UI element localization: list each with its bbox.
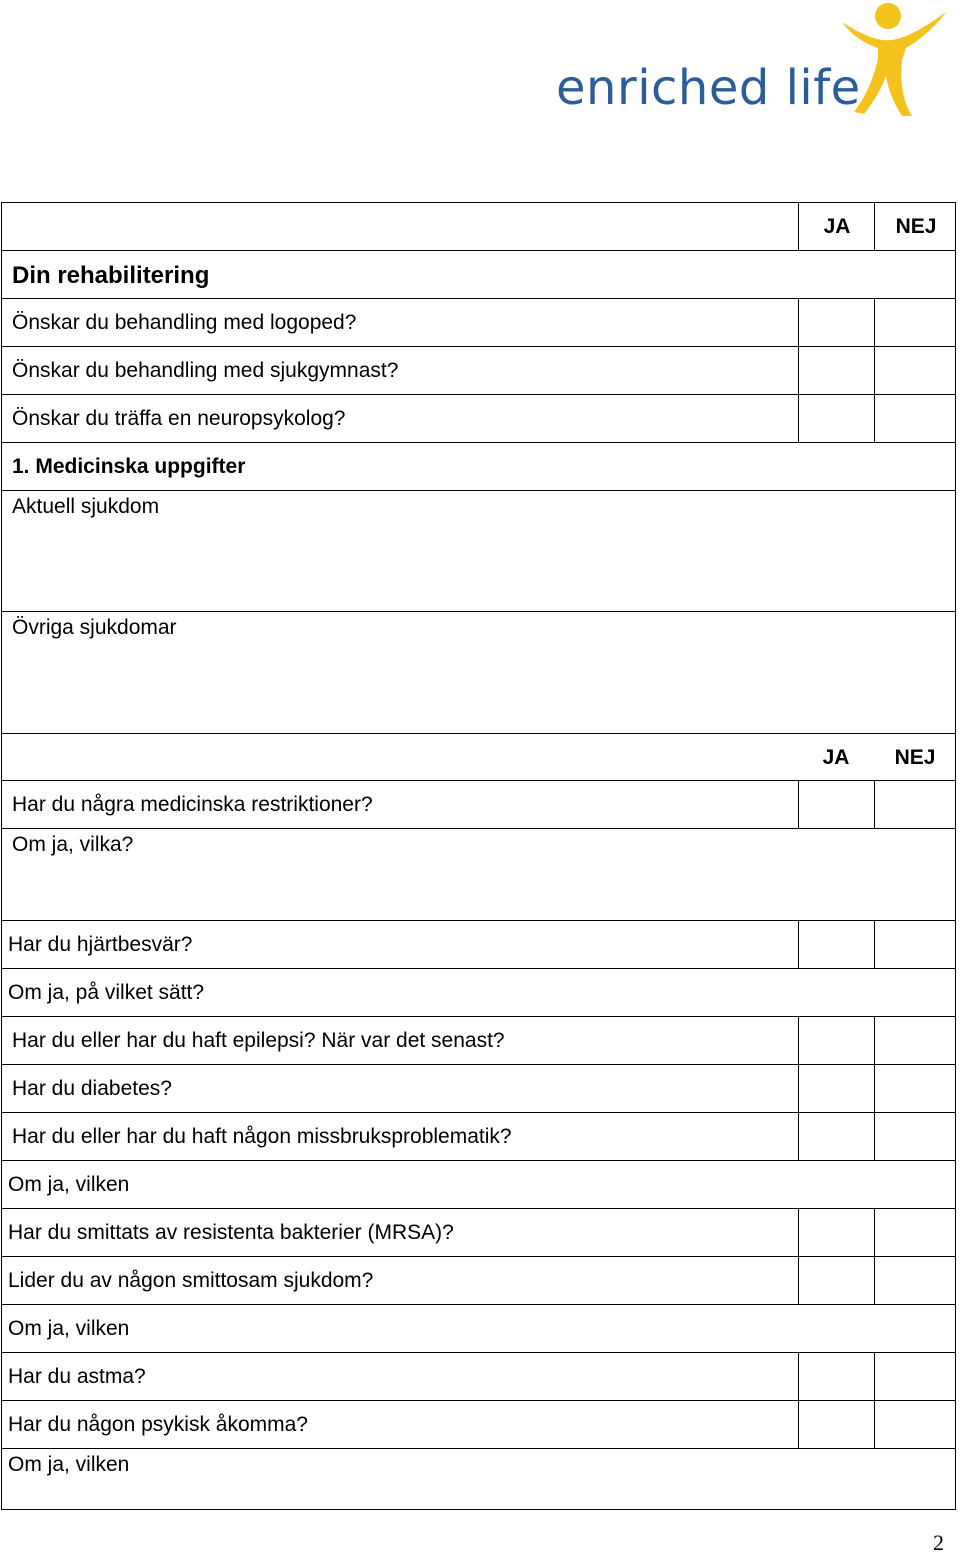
question-row-mrsa: [1, 1209, 956, 1257]
question-label: Önskar du behandling med sjukgymnast?: [12, 359, 399, 382]
question-row-missbruk: [1, 1113, 956, 1161]
header-row: [1, 203, 956, 251]
page-number: 2: [933, 1530, 944, 1555]
question-label: Har du någon psykisk åkomma?: [8, 1413, 308, 1436]
question-label: Har du astma?: [8, 1365, 146, 1388]
nej-checkbox[interactable]: [874, 1065, 957, 1112]
nej-column-header: NEJ: [874, 203, 957, 250]
question-label: Har du hjärtbesvär?: [8, 933, 193, 956]
field-label: Om ja, på vilket sätt?: [8, 981, 205, 1004]
question-label: Önskar du behandling med logoped?: [12, 311, 357, 334]
nej-checkbox[interactable]: [874, 347, 957, 394]
nej-checkbox[interactable]: [874, 921, 957, 968]
question-row-hjartbesvar: [1, 921, 956, 969]
ja-checkbox[interactable]: [798, 395, 875, 442]
nej-checkbox[interactable]: [874, 1401, 957, 1448]
question-label: Har du diabetes?: [12, 1077, 172, 1100]
question-row-neuropsykolog: [1, 395, 956, 443]
field-label: Om ja, vilken: [8, 1173, 130, 1196]
question-label: Önskar du träffa en neuropsykolog?: [12, 407, 346, 430]
logo-text: enriched life: [556, 60, 861, 116]
question-label: Har du eller har du haft någon missbruksproblematik?: [12, 1125, 512, 1148]
question-row-epilepsi: [1, 1017, 956, 1065]
header-row-2: [1, 734, 956, 781]
question-row-logoped: [1, 299, 956, 347]
nej-checkbox[interactable]: [874, 1113, 957, 1160]
person-figure-icon: [840, 0, 950, 120]
question-row-restriktioner: [1, 781, 956, 829]
question-row-sjukgymnast: [1, 347, 956, 395]
textarea-missbruk-vilken[interactable]: [1, 1161, 956, 1209]
nej-checkbox[interactable]: [874, 1353, 957, 1400]
ja-checkbox[interactable]: [798, 299, 875, 346]
textarea-ovriga-sjukdomar[interactable]: [1, 612, 956, 734]
textarea-smittosam-vilken[interactable]: [1, 1305, 956, 1353]
field-label: Aktuell sjukdom: [12, 495, 160, 518]
textarea-hjartbesvar-satt[interactable]: [1, 969, 956, 1017]
nej-checkbox[interactable]: [874, 299, 957, 346]
question-label: Har du smittats av resistenta bakterier (MRSA)?: [8, 1221, 454, 1244]
question-label: Lider du av någon smittosam sjukdom?: [8, 1269, 374, 1292]
textarea-aktuell-sjukdom[interactable]: [1, 491, 956, 612]
question-row-diabetes: [1, 1065, 956, 1113]
nej-checkbox[interactable]: [874, 781, 957, 828]
textarea-psykisk-vilken[interactable]: [1, 1449, 956, 1510]
nej-checkbox[interactable]: [874, 1017, 957, 1064]
field-label: Om ja, vilken: [8, 1317, 130, 1340]
ja-checkbox[interactable]: [798, 1017, 875, 1064]
nej-checkbox[interactable]: [874, 395, 957, 442]
ja-checkbox[interactable]: [798, 1113, 875, 1160]
question-label: Har du några medicinska restriktioner?: [12, 793, 373, 816]
question-row-astma: [1, 1353, 956, 1401]
ja-checkbox[interactable]: [798, 1209, 875, 1256]
field-label: Övriga sjukdomar: [12, 616, 177, 639]
field-label: Om ja, vilka?: [12, 833, 134, 856]
ja-column-header: JA: [798, 203, 875, 250]
section-heading: Din rehabilitering: [12, 262, 210, 289]
question-row-smittosam: [1, 1257, 956, 1305]
ja-checkbox[interactable]: [798, 921, 875, 968]
nej-checkbox[interactable]: [874, 1209, 957, 1256]
textarea-restriktioner-vilka[interactable]: [1, 829, 956, 921]
ja-checkbox[interactable]: [798, 1401, 875, 1448]
section-heading: 1. Medicinska uppgifter: [12, 455, 246, 478]
question-row-psykisk: [1, 1401, 956, 1449]
ja-checkbox[interactable]: [798, 781, 875, 828]
ja-checkbox[interactable]: [798, 347, 875, 394]
ja-checkbox[interactable]: [798, 1257, 875, 1304]
medical-form: [1, 202, 956, 1510]
ja-column-header: JA: [822, 746, 850, 769]
question-label: Har du eller har du haft epilepsi? När var det senast?: [12, 1029, 505, 1052]
ja-checkbox[interactable]: [798, 1353, 875, 1400]
ja-checkbox[interactable]: [798, 1065, 875, 1112]
enriched-life-logo: [550, 0, 950, 125]
nej-checkbox[interactable]: [874, 1257, 957, 1304]
field-label: Om ja, vilken: [8, 1453, 130, 1476]
nej-column-header: NEJ: [894, 746, 936, 769]
section-title-rehab: [1, 251, 956, 299]
section-title-medicinska: [1, 443, 956, 491]
